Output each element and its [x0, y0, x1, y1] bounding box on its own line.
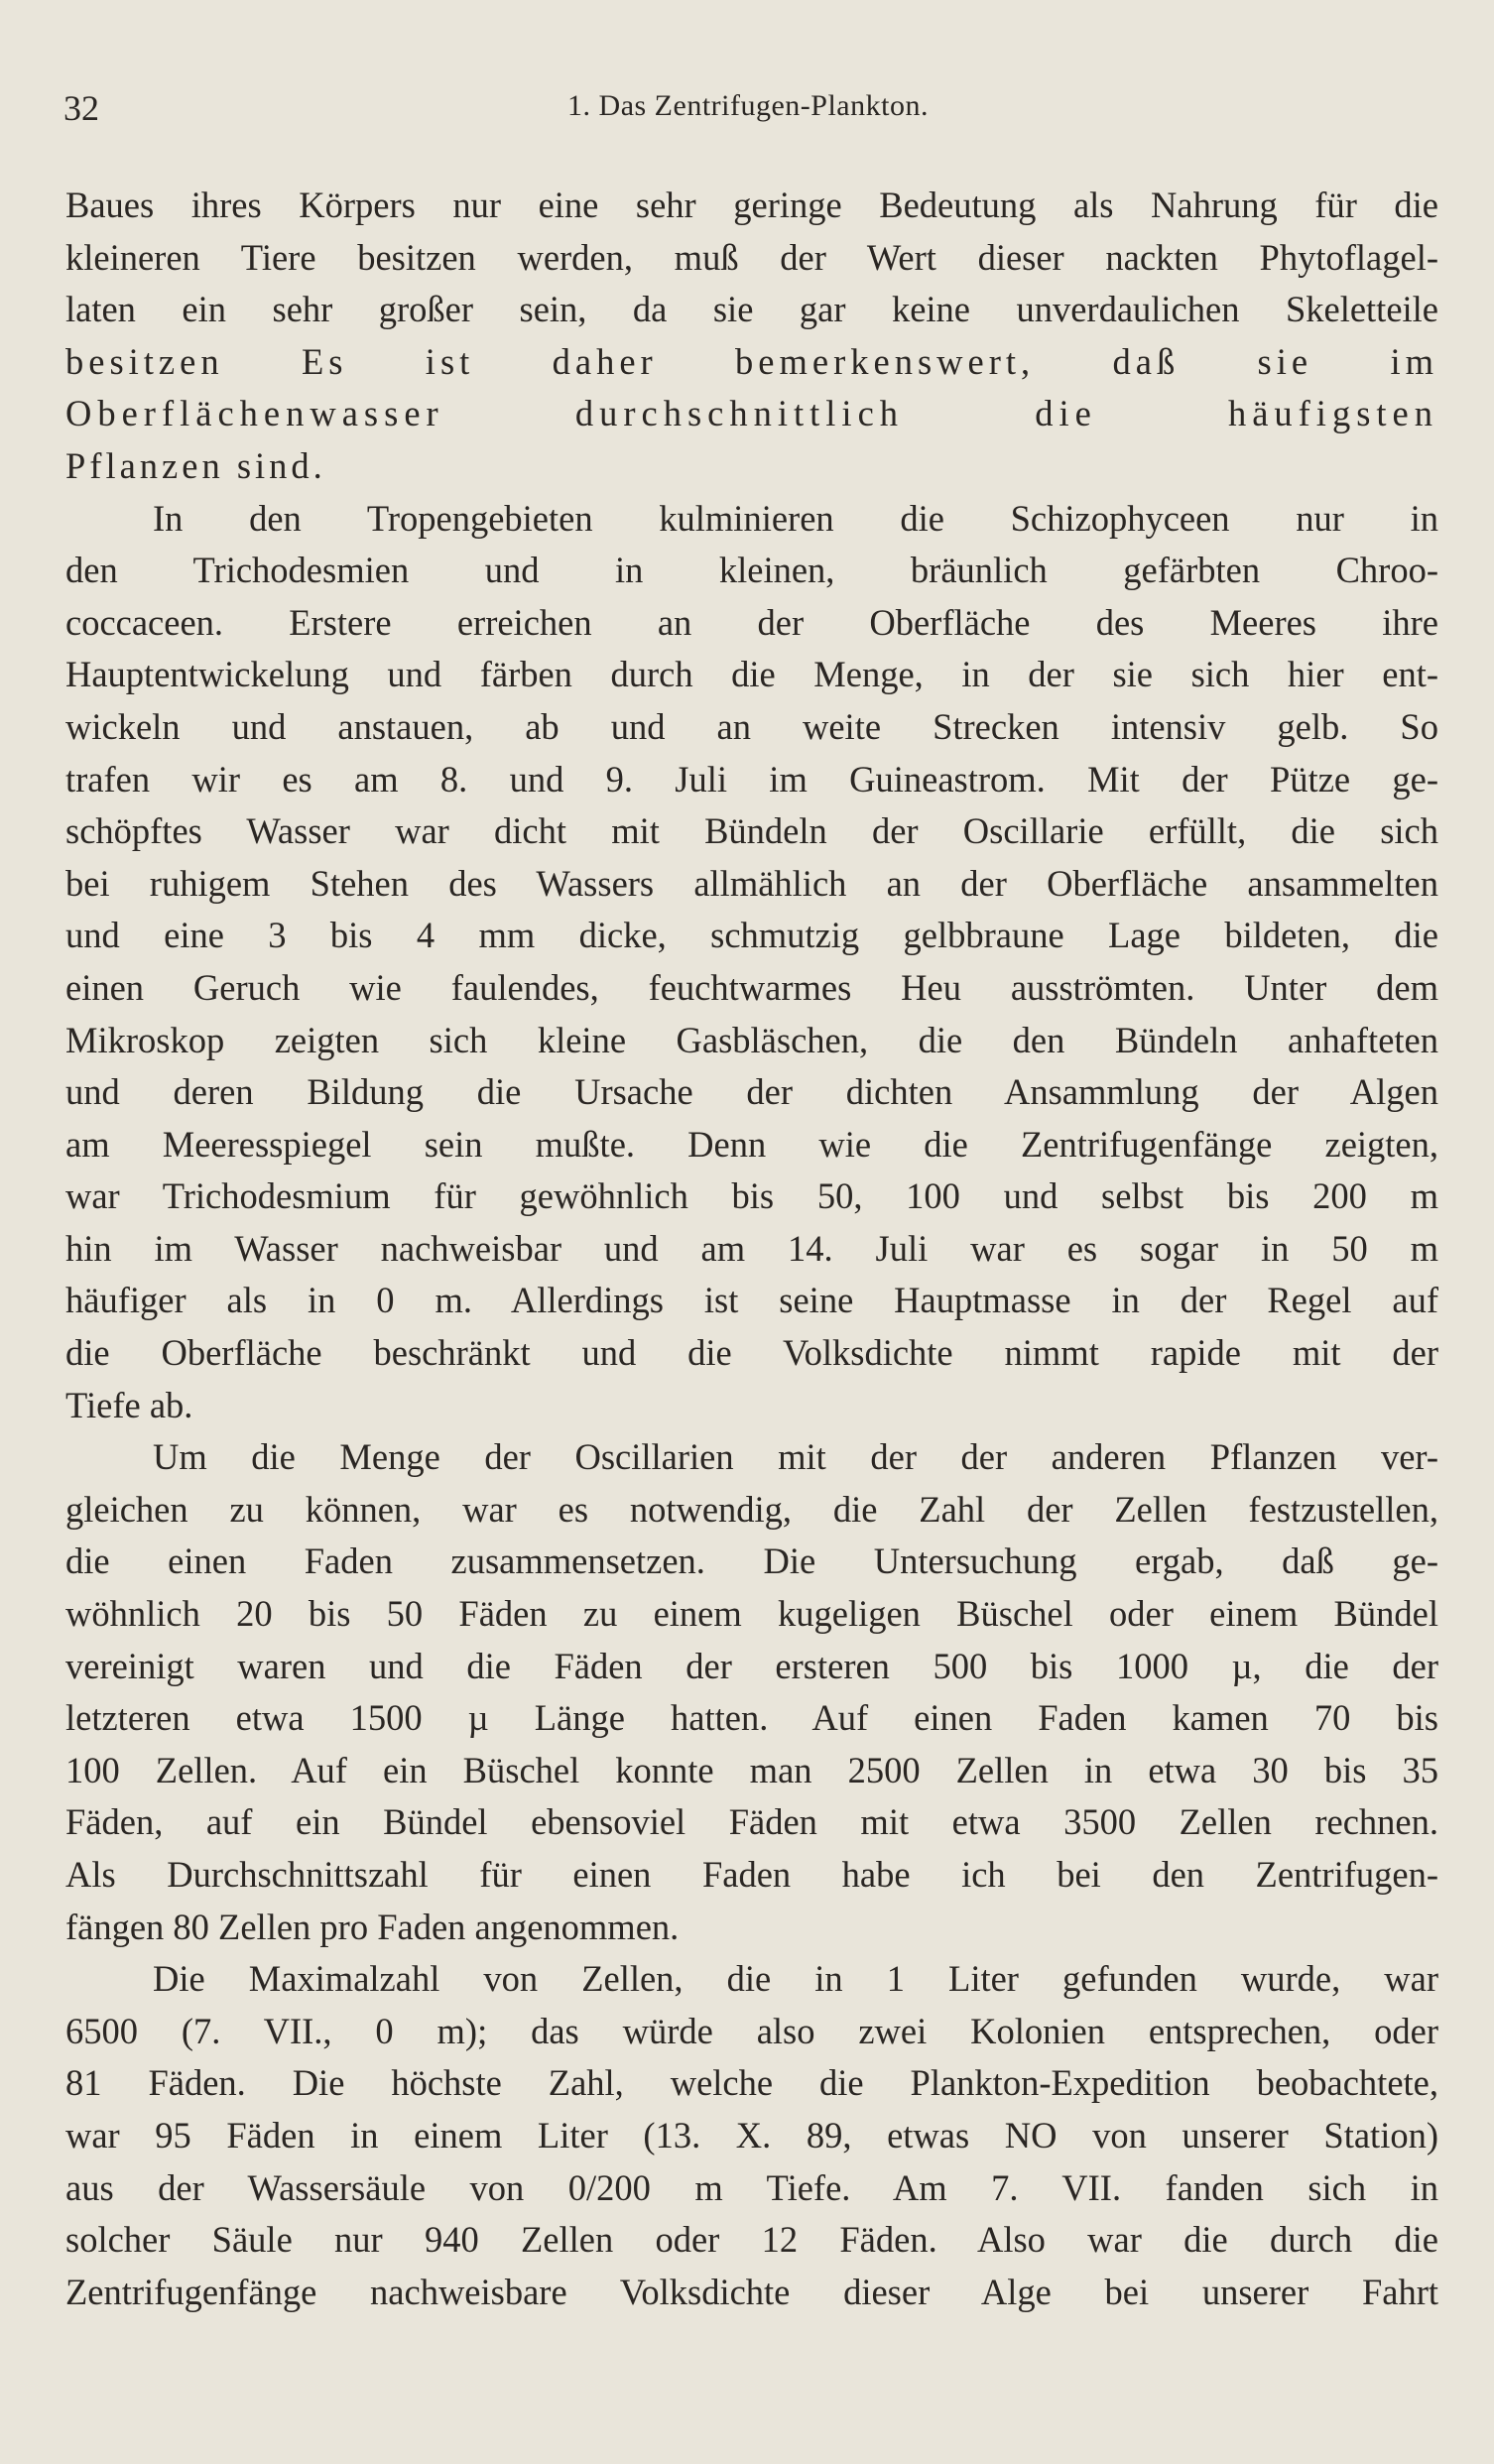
text-line: laten ein sehr großer sein, da sie gar keine unverdaulichen Skeletteile [65, 289, 1438, 330]
text-line: 100 Zellen. Auf ein Büschel konnte man 2500 Zellen in etwa 30 bis 35 [65, 1749, 1438, 1790]
text-line: aus der Wassersäule von 0/200 m Tiefe. Am 7. VII. fanden sich in [65, 2166, 1438, 2208]
body-text [65, 180, 1438, 2318]
text-line: und eine 3 bis 4 mm dicke, schmutzig gelbbraune Lage bildeten, die [65, 915, 1438, 956]
text-line: 81 Fäden. Die höchste Zahl, welche die Plankton-Expedition beobachtete, [65, 2062, 1438, 2104]
text-line: Mikroskop zeigten sich kleine Gasbläschen, die den Bündeln anhafteten [65, 1019, 1438, 1060]
paragraph [65, 493, 1438, 1432]
text-line: solcher Säule nur 940 Zellen oder 12 Fäden. Also war die durch die [65, 2219, 1438, 2261]
text-line: Pflanzen sind. [65, 444, 326, 486]
text-line: Oberflächenwasser durchschnittlich die häufigsten [65, 393, 1438, 434]
text-line: wickeln und anstauen, ab und an weite Strecken intensiv gelb. So [65, 705, 1438, 747]
page-number: 32 [63, 88, 99, 128]
text-line: den Trichodesmien und in kleinen, bräunlich gefärbten Chroo- [65, 550, 1438, 591]
text-line: coccaceen. Erstere erreichen an der Oberfläche des Meeres ihre [65, 601, 1438, 643]
text-line: fängen 80 Zellen pro Faden angenommen. [65, 1906, 680, 1947]
text-line: Als Durchschnittszahl für einen Faden habe ich bei den Zentrifugen- [65, 1854, 1438, 1895]
page-header [63, 87, 1432, 137]
text-line: hin im Wasser nachweisbar und am 14. Juli war es sogar in 50 m [65, 1227, 1438, 1269]
text-line: Tiefe ab. [65, 1384, 193, 1425]
text-line: trafen wir es am 8. und 9. Juli im Guineastrom. Mit der Pütze ge- [65, 758, 1438, 800]
text-line: wöhnlich 20 bis 50 Fäden zu einem kugeligen Büschel oder einem Bündel [65, 1593, 1438, 1635]
text-line: Baues ihres Körpers nur eine sehr geringe Bedeutung als Nahrung für die [65, 185, 1438, 225]
text-line: Die Maximalzahl von Zellen, die in 1 Liter gefunden wurde, war [153, 1958, 1438, 2000]
text-line: vereinigt waren und die Fäden der ersteren 500 bis 1000 µ, die der [65, 1645, 1438, 1686]
text-line: am Meeresspiegel sein mußte. Denn wie die Zentrifugenfänge zeigten, [65, 1123, 1438, 1165]
text-line: die Oberfläche beschränkt und die Volksdichte nimmt rapide mit der [65, 1332, 1438, 1374]
text-line: einen Geruch wie faulendes, feuchtwarmes Heu ausströmten. Unter dem [65, 966, 1438, 1008]
paragraph [65, 1431, 1438, 1953]
text-line: war Trichodesmium für gewöhnlich bis 50, 100 und selbst bis 200 m [65, 1175, 1438, 1217]
text-line: schöpftes Wasser war dicht mit Bündeln der Oscillarie erfüllt, die sich [65, 810, 1438, 852]
paragraph [65, 180, 1438, 493]
text-line: häufiger als in 0 m. Allerdings ist seine Hauptmasse in der Regel auf [65, 1280, 1438, 1321]
text-line: war 95 Fäden in einem Liter (13. X. 89, etwas NO von unserer Station) [65, 2114, 1438, 2156]
text-line: gleichen zu können, war es notwendig, die Zahl der Zellen festzustellen, [65, 1488, 1438, 1530]
text-line: Hauptentwickelung und färben durch die Menge, in der sie sich hier ent- [65, 654, 1438, 695]
text-line: und deren Bildung die Ursache der dichten Ansammlung der Algen [65, 1071, 1438, 1113]
text-line: die einen Faden zusammensetzen. Die Untersuchung ergab, daß ge- [65, 1540, 1438, 1582]
running-title: 1. Das Zentrifugen-Plankton. [567, 89, 929, 122]
text-line: letzteren etwa 1500 µ Länge hatten. Auf einen Faden kamen 70 bis [65, 1697, 1438, 1739]
text-line: Um die Menge der Oscillarien mit der der anderen Pflanzen ver- [153, 1436, 1438, 1478]
text-line: kleineren Tiere besitzen werden, muß der Wert dieser nackten Phytoflagel- [65, 236, 1438, 278]
text-line: 6500 (7. VII., 0 m); das würde also zwei Kolonien entsprechen, oder [65, 2010, 1438, 2051]
text-line: Fäden, auf ein Bündel ebensoviel Fäden mit etwa 3500 Zellen rechnen. [65, 1801, 1438, 1843]
text-line: Zentrifugenfänge nachweisbare Volksdichte dieser Alge bei unserer Fahrt [65, 2271, 1438, 2312]
text-line: besitzen Es ist daher bemerkenswert, daß sie im [65, 340, 1438, 382]
text-line: In den Tropengebieten kulminieren die Schizophyceen nur in [153, 497, 1438, 539]
paragraph [65, 1953, 1438, 2318]
text-line: bei ruhigem Stehen des Wassers allmählich an der Oberfläche ansammelten [65, 862, 1438, 904]
